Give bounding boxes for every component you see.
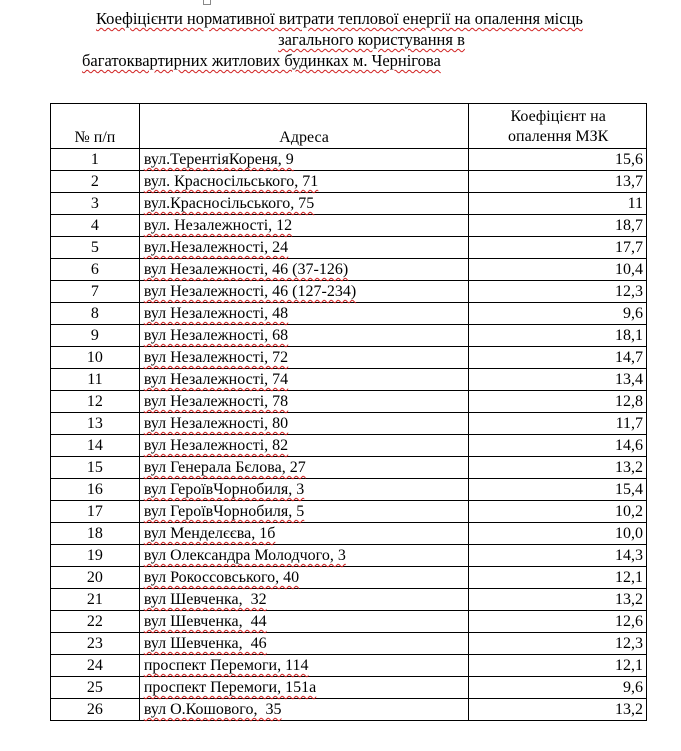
table-row [51, 479, 647, 501]
row-address-cell [139, 259, 469, 281]
row-address-text: вул Незалежності, 46 (37-126) [143, 261, 349, 278]
row-coefficient-cell: 12,3 [469, 633, 647, 655]
row-address-text: вул. Красносільського, 71 [143, 173, 319, 190]
row-coefficient-cell: 14,7 [469, 347, 647, 369]
header-coefficient [469, 104, 647, 149]
row-coefficient-cell: 13,7 [469, 171, 647, 193]
row-number-cell: 12 [51, 391, 140, 413]
row-coefficient-cell: 11,7 [469, 413, 647, 435]
table-row [51, 523, 647, 545]
row-address-cell [139, 501, 469, 523]
row-address-cell [139, 391, 469, 413]
table-row [51, 259, 647, 281]
row-coefficient-cell: 10,4 [469, 259, 647, 281]
row-number-cell: 24 [51, 655, 140, 677]
row-number-cell: 2 [51, 171, 140, 193]
row-address-cell [139, 699, 469, 721]
row-coefficient-cell: 12,6 [469, 611, 647, 633]
header-coefficient-line-1: Коефіцієнт на [510, 108, 606, 125]
row-address-cell [139, 589, 469, 611]
row-coefficient-cell: 14,6 [469, 435, 647, 457]
table-row [51, 303, 647, 325]
row-number-cell: 22 [51, 611, 140, 633]
row-number-cell: 7 [51, 281, 140, 303]
row-coefficient-cell: 14,3 [469, 545, 647, 567]
row-coefficient-cell: 11 [469, 193, 647, 215]
row-coefficient-cell: 13,2 [469, 699, 647, 721]
row-coefficient-cell: 12,8 [469, 391, 647, 413]
row-address-cell [139, 435, 469, 457]
table-row [51, 655, 647, 677]
row-number-cell: 21 [51, 589, 140, 611]
document-title [0, 8, 681, 71]
row-address-text: вул.Незалежності, 24 [143, 239, 289, 256]
row-address-text: вул ГероївЧорнобиля, 5 [143, 503, 305, 520]
row-coefficient-cell: 12,1 [469, 567, 647, 589]
row-coefficient-cell: 18,1 [469, 325, 647, 347]
row-number-cell: 9 [51, 325, 140, 347]
row-address-text: вул. Незалежності, 12 [143, 217, 293, 234]
table-row [51, 171, 647, 193]
row-address-cell [139, 413, 469, 435]
row-address-cell [139, 611, 469, 633]
row-number-cell: 3 [51, 193, 140, 215]
header-number: № п/п [51, 104, 140, 149]
table-row [51, 567, 647, 589]
table-row [51, 237, 647, 259]
row-address-text: вул Незалежності, 78 [143, 393, 289, 410]
table-row [51, 149, 647, 171]
title-line-3: багатоквартирних житлових будинках м. Чернігова [82, 51, 441, 70]
coefficients-table [50, 103, 647, 721]
row-number-cell: 8 [51, 303, 140, 325]
row-address-cell [139, 369, 469, 391]
row-address-cell [139, 149, 469, 171]
row-address-text: вул Незалежності, 80 [143, 415, 289, 432]
row-address-cell [139, 193, 469, 215]
row-address-cell [139, 479, 469, 501]
row-address-text: вул О.Кошового, 35 [143, 701, 282, 718]
row-address-text: вул Шевченка, 44 [143, 613, 267, 630]
row-coefficient-cell: 13,2 [469, 589, 647, 611]
row-number-cell: 18 [51, 523, 140, 545]
row-address-text: вул Незалежності, 72 [143, 349, 289, 366]
row-address-cell [139, 171, 469, 193]
row-address-cell [139, 237, 469, 259]
row-address-text: вул Незалежності, 46 (127-234) [143, 283, 357, 300]
row-address-cell [139, 677, 469, 699]
row-number-cell: 20 [51, 567, 140, 589]
row-address-cell [139, 347, 469, 369]
row-coefficient-cell: 12,3 [469, 281, 647, 303]
table-row [51, 369, 647, 391]
text-cursor-marker [203, 0, 211, 5]
row-number-cell: 19 [51, 545, 140, 567]
row-address-text: вул Незалежності, 68 [143, 327, 289, 344]
row-coefficient-cell: 15,4 [469, 479, 647, 501]
table-row [51, 325, 647, 347]
row-number-cell: 11 [51, 369, 140, 391]
row-coefficient-cell: 12,1 [469, 655, 647, 677]
row-coefficient-cell: 9,6 [469, 677, 647, 699]
table-row [51, 281, 647, 303]
row-number-cell: 26 [51, 699, 140, 721]
row-address-text: вул Олександра Молодчого, 3 [143, 547, 346, 564]
table-row [51, 457, 647, 479]
row-address-text: вул Шевченка, 46 [143, 635, 267, 652]
row-address-cell [139, 281, 469, 303]
row-address-text: вул Генерала Бєлова, 27 [143, 459, 306, 476]
row-coefficient-cell: 18,7 [469, 215, 647, 237]
row-address-text: вул Незалежності, 74 [143, 371, 289, 388]
row-number-cell: 25 [51, 677, 140, 699]
header-address: Адреса [139, 104, 469, 149]
table-row [51, 677, 647, 699]
table-row [51, 589, 647, 611]
row-address-text: вул.Красносільського, 75 [143, 195, 315, 212]
row-address-text: вул Менделєєва, 1б [143, 525, 276, 542]
row-number-cell: 17 [51, 501, 140, 523]
row-number-cell: 10 [51, 347, 140, 369]
title-line-1: Коефіцієнти нормативної витрати теплової енергії на опалення місць [96, 9, 583, 28]
table-row [51, 435, 647, 457]
row-address-text: проспект Перемоги, 114 [143, 657, 309, 674]
table-row [51, 611, 647, 633]
table-row [51, 545, 647, 567]
row-coefficient-cell: 10,0 [469, 523, 647, 545]
row-number-cell: 6 [51, 259, 140, 281]
row-number-cell: 15 [51, 457, 140, 479]
row-coefficient-cell: 10,2 [469, 501, 647, 523]
row-coefficient-cell: 17,7 [469, 237, 647, 259]
row-number-cell: 4 [51, 215, 140, 237]
row-address-cell [139, 567, 469, 589]
row-number-cell: 13 [51, 413, 140, 435]
title-line-2: загального користування в [278, 30, 465, 49]
row-coefficient-cell: 9,6 [469, 303, 647, 325]
row-address-cell [139, 633, 469, 655]
row-address-text: вул Шевченка, 32 [143, 591, 267, 608]
row-number-cell: 16 [51, 479, 140, 501]
table-body [51, 149, 647, 721]
row-address-text: вул.ТерентіяКореня, 9 [143, 151, 294, 168]
row-number-cell: 23 [51, 633, 140, 655]
row-address-cell [139, 303, 469, 325]
row-address-text: вул Незалежності, 82 [143, 437, 289, 454]
row-coefficient-cell: 13,2 [469, 457, 647, 479]
row-address-cell [139, 325, 469, 347]
table-row [51, 347, 647, 369]
row-address-cell [139, 545, 469, 567]
row-number-cell: 14 [51, 435, 140, 457]
table-row [51, 391, 647, 413]
row-coefficient-cell: 15,6 [469, 149, 647, 171]
table-row [51, 193, 647, 215]
row-number-cell: 5 [51, 237, 140, 259]
row-address-text: вул Рокоссовського, 40 [143, 569, 300, 586]
row-address-text: вул Незалежності, 48 [143, 305, 289, 322]
table-row [51, 699, 647, 721]
table-header-row [51, 104, 647, 149]
table-row [51, 215, 647, 237]
row-address-cell [139, 655, 469, 677]
table-row [51, 501, 647, 523]
table-row [51, 633, 647, 655]
row-number-cell: 1 [51, 149, 140, 171]
row-address-text: проспект Перемоги, 151а [143, 679, 317, 696]
row-address-text: вул ГероївЧорнобиля, 3 [143, 481, 305, 498]
header-coefficient-line-2: опалення МЗК [508, 128, 609, 145]
row-address-cell [139, 523, 469, 545]
row-address-cell [139, 215, 469, 237]
table-row [51, 413, 647, 435]
row-coefficient-cell: 13,4 [469, 369, 647, 391]
row-address-cell [139, 457, 469, 479]
